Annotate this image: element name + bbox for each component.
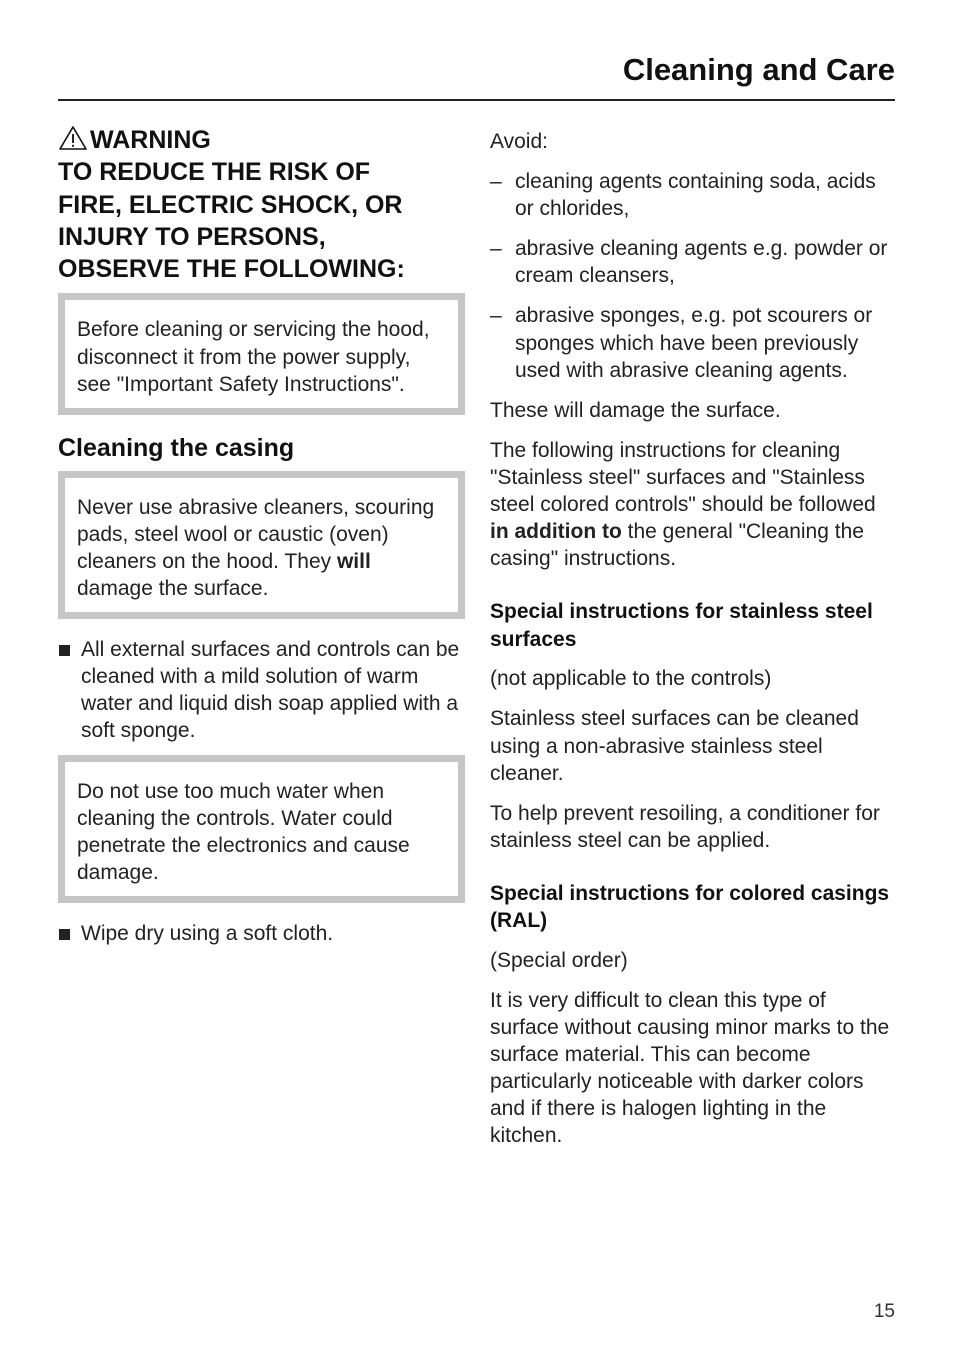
stainless-paragraph: To help prevent resoiling, a conditioner for stainless steel can be applied. — [490, 801, 880, 852]
stainless-note: (not applicable to the controls) — [490, 667, 772, 691]
subheading-stainless-steel: Special instructions for stainless steel surfaces — [490, 600, 873, 651]
section-heading-cleaning-casing: Cleaning the casing — [58, 433, 295, 462]
abrasive-notice-box — [58, 471, 465, 619]
subheading-colored-casings: Special instructions for colored casings (RAL) — [490, 881, 890, 933]
colored-note: (Special order) — [490, 948, 628, 972]
list-item-dash — [490, 235, 900, 289]
safety-notice-text: Before cleaning or servicing the hood, disconnect it from the power supply, see "Important Safety Instructions". — [77, 318, 430, 396]
dash-item-text: cleaning agents containing soda, acids or chlorides, — [515, 170, 876, 221]
page-number: 15 — [873, 1301, 895, 1322]
bullet-text: Wipe dry using a soft cloth. — [81, 921, 334, 945]
list-item-bullet — [58, 636, 465, 744]
dash-mark: – — [490, 170, 502, 194]
list-item-bullet — [58, 920, 465, 947]
left-column — [58, 124, 465, 957]
dash-item-text: abrasive sponges, e.g. pot scourers or sponges which have been previously used with abrasive cleaning agents. — [515, 304, 873, 382]
stainless-paragraph: Stainless steel surfaces can be cleaned using a non-abrasive stainless steel cleaner. — [490, 707, 859, 785]
right-column — [490, 128, 900, 1163]
warning-line: OBSERVE THE FOLLOWING: — [58, 255, 405, 284]
safety-notice-box — [58, 293, 465, 414]
square-bullet-icon — [59, 929, 70, 940]
warning-label: WARNING — [90, 126, 211, 154]
warning-heading — [58, 124, 465, 285]
header-rule — [58, 99, 895, 101]
dash-mark: – — [490, 304, 502, 328]
page-title: Cleaning and Care — [622, 52, 895, 87]
dash-item-text: abrasive cleaning agents e.g. powder or cream cleansers, — [515, 237, 888, 288]
water-notice-box — [58, 755, 465, 903]
warning-line: TO REDUCE THE RISK OF — [58, 158, 371, 187]
damage-note: These will damage the surface. — [490, 398, 781, 422]
water-notice-text: Do not use too much water when cleaning the controls. Water could penetrate the electronics and cause damage. — [77, 779, 410, 884]
list-item-dash — [490, 168, 900, 222]
warning-title-line — [58, 124, 465, 156]
colored-paragraph: It is very difficult to clean this type of surface without causing minor marks to the surface material. This can become particularly noticeable with darker colors and if there is halogen lighting in the kitchen. — [490, 988, 890, 1148]
emphasis-text: will — [336, 549, 371, 573]
abrasive-notice-text: Never use abrasive cleaners, scouring pads, steel wool or caustic (oven) cleaners on the hood. They will damage the surface. — [77, 495, 435, 601]
avoid-label: Avoid: — [490, 130, 548, 153]
following-instructions-text: The following instructions for cleaning "Stainless steel" surfaces and "Stainless steel colored controls" should be followed in addition to the general "Cleaning the casing" instructions. — [490, 438, 876, 571]
warning-line: INJURY TO PERSONS, — [58, 222, 326, 251]
warning-line: FIRE, ELECTRIC SHOCK, OR — [58, 190, 403, 219]
emphasis-text: in addition to — [490, 520, 622, 544]
warning-triangle-icon — [58, 125, 88, 151]
list-item-dash — [490, 302, 900, 383]
bullet-text: All external surfaces and controls can be cleaned with a mild solution of warm water and liquid dish soap applied with a soft sponge. — [81, 638, 460, 743]
dash-mark: – — [490, 237, 502, 261]
square-bullet-icon — [59, 645, 70, 656]
